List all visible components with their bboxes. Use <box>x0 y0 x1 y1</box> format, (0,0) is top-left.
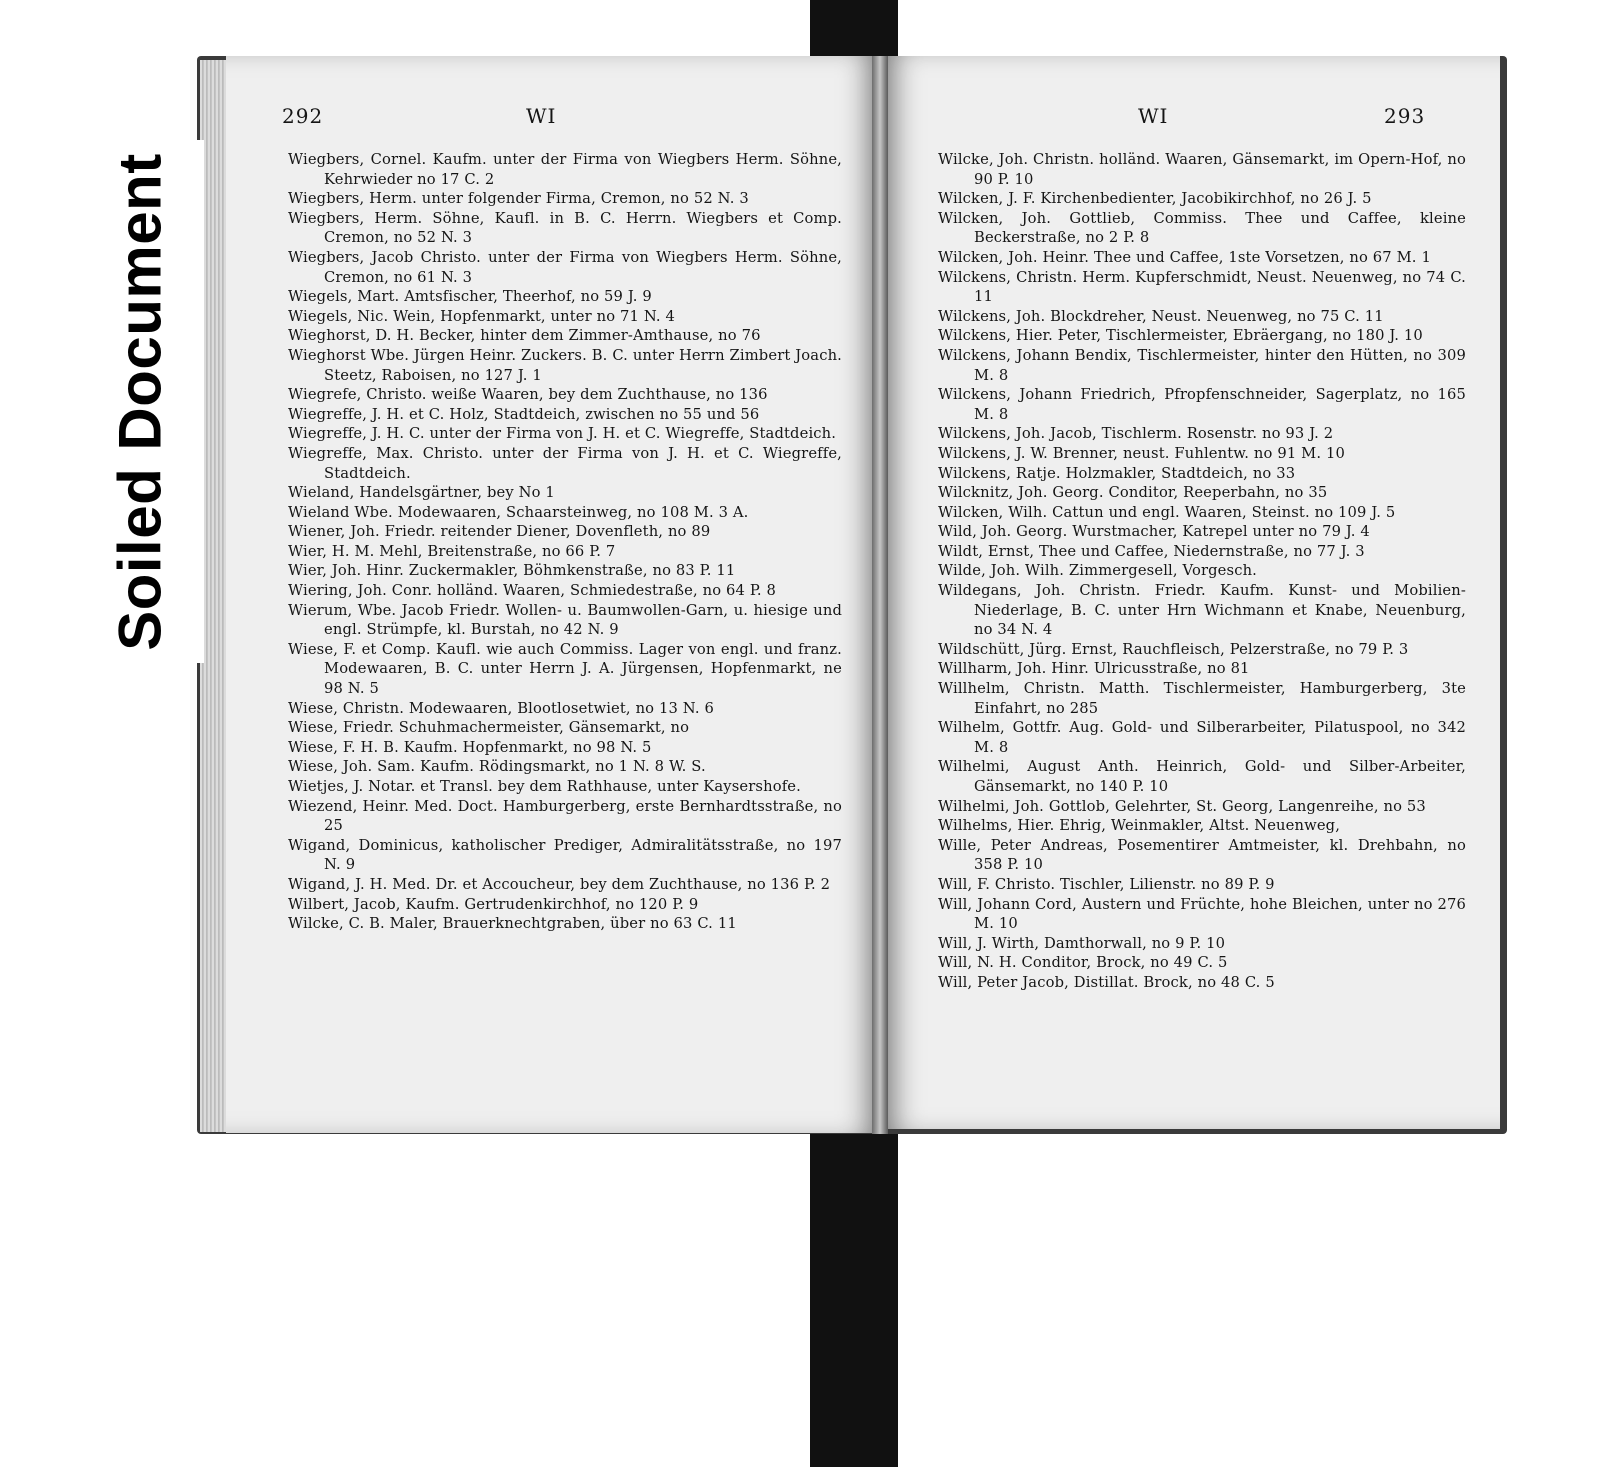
directory-entry: Wiese, Friedr. Schuhmachermeister, Gänsemarkt, no <box>288 719 690 737</box>
directory-entry: Wilbert, Jacob, Kaufm. Gertrudenkirchhof, no 120 P. 9 <box>288 895 699 913</box>
directory-entry: Will, F. Christo. Tischler, Lilienstr. no 89 P. 9 <box>938 875 1275 893</box>
directory-entry: Wille, Peter Andreas, Posementirer Amtmeister, kl. Drehbahn, no 358 P. 10 <box>938 836 1466 874</box>
right-page-number: 293 <box>1384 104 1426 128</box>
directory-entry: Wilckens, J. W. Brenner, neust. Fuhlentw. no 91 M. 10 <box>938 444 1345 462</box>
directory-entry: Wildegans, Joh. Christn. Friedr. Kaufm. Kunst- und Mobilien-Niederlage, B. C. unter Hrn Wichmann et Knabe, Neuenburg, no 34 N. 4 <box>938 582 1466 639</box>
directory-entry: Wilcke, Joh. Christn. holländ. Waaren, Gänsemarkt, im Opern-Hof, no 90 P. 10 <box>938 151 1466 188</box>
directory-entry: Willhelm, Christn. Matth. Tischlermeister, Hamburgerberg, 3te Einfahrt, no 285 <box>938 680 1466 717</box>
directory-entry: Wiese, F. H. B. Kaufm. Hopfenmarkt, no 98 N. 5 <box>288 738 652 756</box>
directory-entry: Wildschütt, Jürg. Ernst, Rauchfleisch, Pelzerstraße, no 79 P. 3 <box>938 640 1409 658</box>
directory-entry: Wieghorst, D. H. Becker, hinter dem Zimmer-Amthause, no 76 <box>288 327 761 345</box>
directory-entry: Wild, Joh. Georg. Wurstmacher, Katrepel unter no 79 J. 4 <box>938 523 1370 541</box>
directory-entry: Wiegreffe, J. H. C. unter der Firma von J. H. et C. Wiegreffe, Stadtdeich. <box>288 425 837 443</box>
left-page-heading: WI <box>526 104 557 128</box>
directory-entry: Wilckens, Ratje. Holzmakler, Stadtdeich, no 33 <box>938 464 1296 482</box>
directory-entry: Wilckens, Johann Bendix, Tischlermeister, hinter den Hütten, no 309 M. 8 <box>938 346 1466 384</box>
directory-entry: Wiese, Joh. Sam. Kaufm. Rödingsmarkt, no 1 N. 8 W. S. <box>288 758 706 776</box>
directory-entry: Wiener, Joh. Friedr. reitender Diener, Dovenfleth, no 89 <box>288 523 711 541</box>
directory-entry: Wiegels, Nic. Wein, Hopfenmarkt, unter no 71 N. 4 <box>288 307 676 325</box>
directory-entry: Wilckens, Johann Friedrich, Pfropfenschneider, Sagerplatz, no 165 M. 8 <box>938 386 1466 423</box>
directory-entry: Wilhelms, Hier. Ehrig, Weinmakler, Altst. Neuenweg, <box>938 817 1341 835</box>
directory-entry: Wilhelmi, Joh. Gottlob, Gelehrter, St. Georg, Langenreihe, no 53 <box>938 797 1426 815</box>
right-page <box>880 56 1500 1129</box>
directory-entry: Wiegbers, Herm. unter folgender Firma, Cremon, no 52 N. 3 <box>288 190 749 208</box>
directory-entry: Wier, H. M. Mehl, Breitenstraße, no 66 P. 7 <box>288 542 616 560</box>
left-page <box>226 56 882 1133</box>
directory-entry: Wieland, Handelsgärtner, bey No 1 <box>288 484 555 502</box>
directory-entry: Willharm, Joh. Hinr. Ulricusstraße, no 81 <box>938 660 1250 678</box>
directory-entry: Wilhelmi, August Anth. Heinrich, Gold- und Silber-Arbeiter, Gänsemarkt, no 140 P. 10 <box>938 758 1466 795</box>
directory-entry: Wiegrefe, Christo. weiße Waaren, bey dem Zuchthause, no 136 <box>288 386 768 404</box>
directory-entry: Wiegreffe, Max. Christo. unter der Firma von J. H. et C. Wiegreffe, Stadtdeich. <box>288 444 842 482</box>
directory-entry: Wigand, Dominicus, katholischer Prediger, Admiralitätsstraße, no 197 N. 9 <box>288 836 842 874</box>
directory-entry: Wiegbers, Jacob Christo. unter der Firma von Wiegbers Herm. Söhne, Cremon, no 61 N. 3 <box>288 248 842 286</box>
directory-entry: Wiezend, Heinr. Med. Doct. Hamburgerberg, erste Bernhardtsstraße, no 25 <box>288 797 842 835</box>
directory-entry: Wilckens, Christn. Herm. Kupferschmidt, Neust. Neuenweg, no 74 C. 11 <box>938 268 1466 306</box>
directory-entry: Will, N. H. Conditor, Brock, no 49 C. 5 <box>938 954 1228 972</box>
right-entry-list <box>938 150 1466 993</box>
right-page-heading: WI <box>1138 104 1169 128</box>
left-entry-list <box>288 150 842 934</box>
directory-entry: Wieghorst Wbe. Jürgen Heinr. Zuckers. B. C. unter Herrn Zimbert Joach. Steetz, Raboisen, no 127 J. 1 <box>288 346 842 384</box>
directory-entry: Wiese, F. et Comp. Kaufl. wie auch Commiss. Lager von engl. und franz. Modewaaren, B. C. unter Herrn J. A. Jürgensen, Hopfenmarkt, ne 98 N. 5 <box>288 640 842 698</box>
directory-entry: Wilckens, Joh. Jacob, Tischlerm. Rosenstr. no 93 J. 2 <box>938 425 1334 443</box>
directory-entry: Wier, Joh. Hinr. Zuckermakler, Böhmkenstraße, no 83 P. 11 <box>288 562 736 580</box>
directory-entry: Wigand, J. H. Med. Dr. et Accoucheur, bey dem Zuchthause, no 136 P. 2 <box>288 875 831 893</box>
directory-entry: Wiegbers, Herm. Söhne, Kaufl. in B. C. Herrn. Wiegbers et Comp. Cremon, no 52 N. 3 <box>288 209 842 247</box>
directory-entry: Wilcken, Wilh. Cattun und engl. Waaren, Steinst. no 109 J. 5 <box>938 503 1396 521</box>
soiled-document-text: Soiled Document <box>106 153 174 651</box>
directory-entry: Will, J. Wirth, Damthorwall, no 9 P. 10 <box>938 934 1226 952</box>
directory-entry: Wilcke, C. B. Maler, Brauerknechtgraben, über no 63 C. 11 <box>288 915 737 933</box>
directory-entry: Wieland Wbe. Modewaaren, Schaarsteinweg, no 108 M. 3 A. <box>288 503 749 521</box>
directory-entry: Wilckens, Joh. Blockdreher, Neust. Neuenweg, no 75 C. 11 <box>938 307 1384 325</box>
bookmark-ribbon-bottom <box>810 1126 898 1467</box>
directory-entry: Wierum, Wbe. Jacob Friedr. Wollen- u. Baumwollen-Garn, u. hiesige und engl. Strümpfe, kl. Burstah, no 42 N. 9 <box>288 601 842 639</box>
directory-entry: Wietjes, J. Notar. et Transl. bey dem Rathhause, unter Kaysershofe. <box>288 778 801 795</box>
directory-entry: Wilcken, Joh. Heinr. Thee und Caffee, 1ste Vorsetzen, no 67 M. 1 <box>938 248 1431 266</box>
directory-entry: Wilcknitz, Joh. Georg. Conditor, Reeperbahn, no 35 <box>938 484 1328 502</box>
directory-entry: Wiegels, Mart. Amtsfischer, Theerhof, no 59 J. 9 <box>288 288 652 306</box>
directory-entry: Wiering, Joh. Conr. holländ. Waaren, Schmiedestraße, no 64 P. 8 <box>288 582 777 600</box>
directory-entry: Will, Johann Cord, Austern und Früchte, hohe Bleichen, unter no 276 M. 10 <box>938 895 1466 933</box>
directory-entry: Wiese, Christn. Modewaaren, Blootlosetwiet, no 13 N. 6 <box>288 699 714 717</box>
directory-entry: Wiegreffe, J. H. et C. Holz, Stadtdeich, zwischen no 55 und 56 <box>288 405 760 423</box>
book-gutter <box>872 56 888 1134</box>
directory-entry: Wilcken, Joh. Gottlieb, Commiss. Thee und Caffee, kleine Beckerstraße, no 2 P. 8 <box>938 209 1466 247</box>
directory-entry: Wildt, Ernst, Thee und Caffee, Niedernstraße, no 77 J. 3 <box>938 542 1365 560</box>
directory-entry: Wilckens, Hier. Peter, Tischlermeister, Ebräergang, no 180 J. 10 <box>938 327 1423 345</box>
directory-entry: Wiegbers, Cornel. Kaufm. unter der Firma von Wiegbers Herm. Söhne, Kehrwieder no 17 C. 2 <box>288 151 842 188</box>
directory-entry: Will, Peter Jacob, Distillat. Brock, no 48 C. 5 <box>938 973 1275 991</box>
directory-entry: Wilde, Joh. Wilh. Zimmergesell, Vorgesch. <box>938 562 1258 580</box>
left-page-number: 292 <box>282 104 324 128</box>
directory-entry: Wilcken, J. F. Kirchenbedienter, Jacobikirchhof, no 26 J. 5 <box>938 190 1372 208</box>
directory-entry: Wilhelm, Gottfr. Aug. Gold- und Silberarbeiter, Pilatuspool, no 342 M. 8 <box>938 719 1466 756</box>
